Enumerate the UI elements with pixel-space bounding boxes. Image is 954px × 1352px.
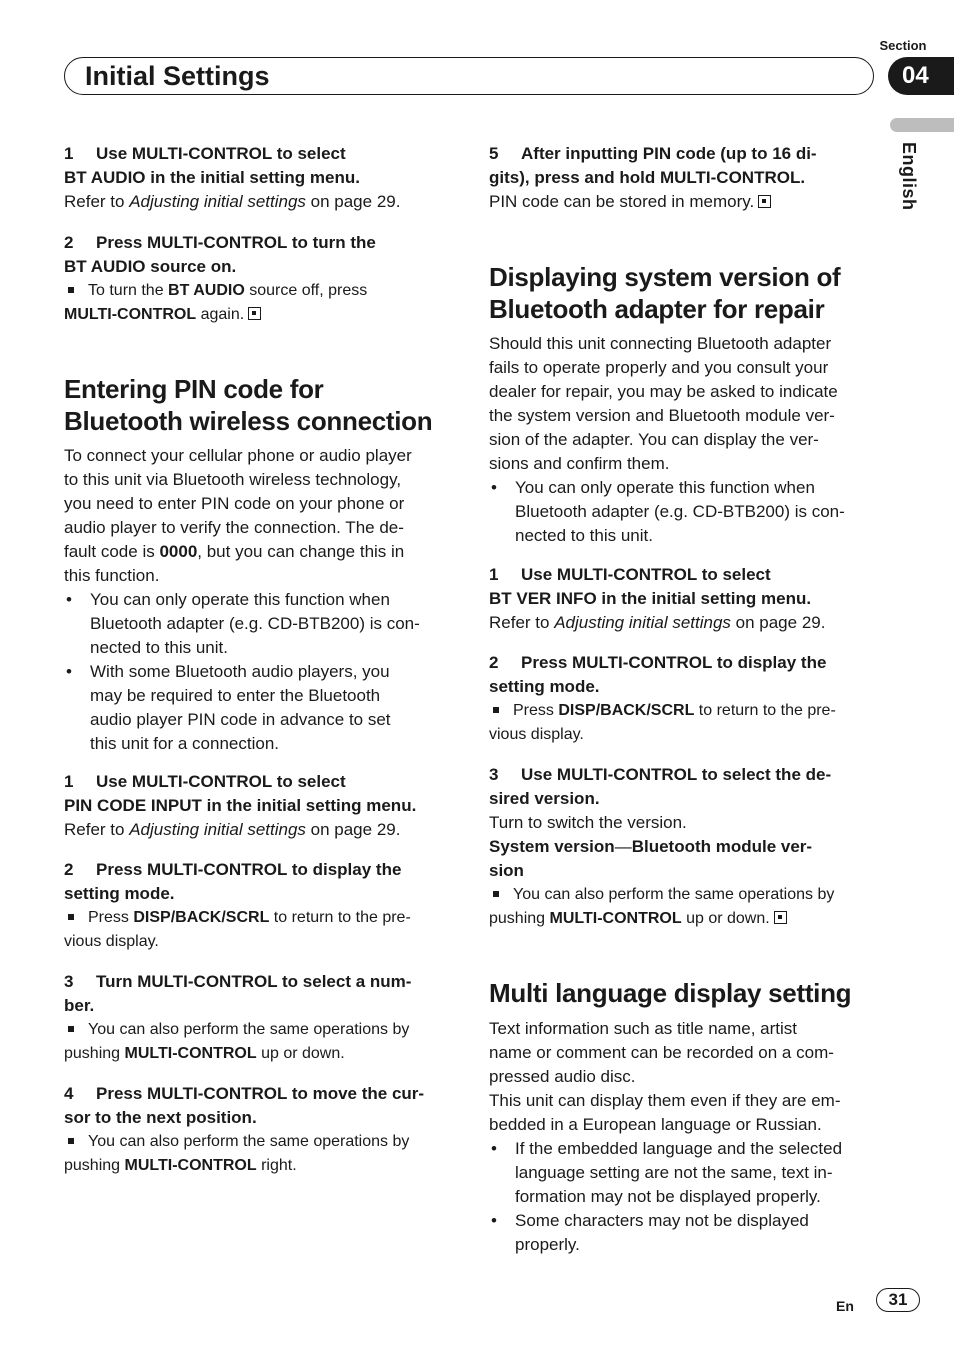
version-step-3: 3 Use MULTI-CONTROL to select the de- sired version. Turn to switch the version. System version—Bluetooth module ver- sion You can also perform the same operations by pushing MULTI-CONTROL up or down. (489, 763, 879, 931)
pin-step-2: 2 Press MULTI-CONTROL to display the setting mode. Press DISP/BACK/SCRL to return to the pre- vious display. (64, 858, 454, 954)
step-number: 2 (64, 233, 74, 252)
step-note: Press DISP/BACK/SCRL to return to the pre- (489, 699, 879, 723)
step-title: Press MULTI-CONTROL to display the (521, 653, 827, 672)
step-number: 5 (489, 144, 499, 163)
step-reference: Refer to Adjusting initial settings on page 29. (64, 192, 401, 211)
step-number: 2 (64, 860, 74, 879)
end-mark-icon (758, 195, 771, 208)
step-reference: Refer to Adjusting initial settings on page 29. (64, 820, 401, 839)
header-bar (64, 57, 874, 95)
language-tab (890, 118, 954, 132)
step-title: Press MULTI-CONTROL to display the (96, 860, 402, 879)
reference-link: Adjusting initial settings (129, 192, 306, 211)
step-title: Use MULTI-CONTROL to select (96, 772, 346, 791)
page-title: Initial Settings (85, 61, 270, 91)
multi-language-heading: Multi language display setting (489, 978, 852, 1008)
note-square-icon (68, 287, 74, 293)
section-number: 04 (888, 57, 954, 95)
language-label: English (899, 142, 919, 211)
pin-heading: Entering PIN code for Bluetooth wireless connection (64, 374, 433, 436)
step-number: 3 (489, 765, 499, 784)
step-note: You can also perform the same operations by (64, 1130, 454, 1154)
step-title-cont: sired version. (489, 789, 600, 808)
reference-link: Adjusting initial settings (554, 613, 731, 632)
step-title: Use MULTI-CONTROL to select (521, 565, 771, 584)
version-options: System version—Bluetooth module ver- (489, 837, 813, 856)
note-square-icon (68, 914, 74, 920)
pin-step-5: 5 After inputting PIN code (up to 16 di- gits), press and hold MULTI-CONTROL. PIN code can be stored in memory. (489, 142, 879, 214)
version-bullets (489, 476, 879, 548)
step-note: Press DISP/BACK/SCRL to return to the pre- (64, 906, 454, 930)
step-title-cont: BT VER INFO in the initial setting menu. (489, 589, 812, 608)
list-item: • If the embedded language and the selected language setting are not the same, text in- formation may not be displayed properly. (489, 1137, 879, 1209)
version-intro: Should this unit connecting Bluetooth adapter fails to operate properly and you consult your dealer for repair, you may be asked to indicate the system version and Bluetooth module ver- sion of the adapter. You can display the ver- sions and confirm them. • You can only operate this function when Bluetooth adapter (e.g. CD-BTB200) is con- nected to this unit. (489, 332, 879, 548)
note-square-icon (493, 891, 499, 897)
step-title-cont: gits), press and hold MULTI-CONTROL. (489, 168, 806, 187)
step-number: 2 (489, 653, 499, 672)
pin-step-4: 4 Press MULTI-CONTROL to move the cur- sor to the next position. You can also perform the same operations by pushing MULTI-CONTROL right. (64, 1082, 454, 1178)
step-title: Press MULTI-CONTROL to turn the (96, 233, 376, 252)
step-note: You can also perform the same operations by (489, 883, 879, 907)
version-heading: Displaying system version of Bluetooth adapter for repair (489, 262, 841, 324)
pin-intro: To connect your cellular phone or audio player to this unit via Bluetooth wireless technology, you need to enter PIN code on your phone or audio player to verify the connection. The de- fault code is 0000, but you can change this in this function. • You can only operate this function when Bluetooth adapter (e.g. CD-BTB200) is con- nected to this unit. • With some Bluetooth audio players, you may be required to enter the Bluetooth audio player PIN code in advance to set this unit for a connection. (64, 444, 454, 756)
bt-audio-step-1 (64, 142, 454, 214)
step-title: After inputting PIN code (up to 16 di- (521, 144, 817, 163)
footer-language: En (836, 1298, 854, 1314)
pin-step-1 (64, 770, 454, 842)
end-mark-icon (248, 307, 261, 320)
step-title: Use MULTI-CONTROL to select (96, 144, 346, 163)
page-number: 31 (876, 1288, 920, 1312)
reference-link: Adjusting initial settings (129, 820, 306, 839)
pin-bullets (64, 588, 454, 756)
note-square-icon (493, 707, 499, 713)
multi-language-intro: Text information such as title name, artist name or comment can be recorded on a com- pressed audio disc. This unit can display them even if they are em- bedded in a European language or Russian. • If the embedded language and the selected language setting are not the same, text in- formation may not be displayed properly. • Some characters may not be displayed properly. (489, 1017, 879, 1257)
step-number: 1 (489, 565, 499, 584)
step-number: 1 (64, 144, 74, 163)
version-step-1 (489, 563, 879, 635)
step-title-cont: setting mode. (64, 884, 175, 903)
step-reference: Refer to Adjusting initial settings on page 29. (489, 613, 826, 632)
step-note: To turn the BT AUDIO source off, press (64, 279, 454, 303)
list-item: • You can only operate this function when Bluetooth adapter (e.g. CD-BTB200) is con- nected to this unit. (489, 476, 879, 548)
note-square-icon (68, 1138, 74, 1144)
step-title-cont: sor to the next position. (64, 1108, 257, 1127)
pin-step-3: 3 Turn MULTI-CONTROL to select a num- ber. You can also perform the same operations by pushing MULTI-CONTROL up or down. (64, 970, 454, 1066)
step-title-cont: BT AUDIO in the initial setting menu. (64, 168, 360, 187)
section-label: Section (879, 38, 927, 53)
end-mark-icon (774, 911, 787, 924)
step-title: Use MULTI-CONTROL to select the de- (521, 765, 832, 784)
step-title-cont: BT AUDIO source on. (64, 257, 237, 276)
note-square-icon (68, 1026, 74, 1032)
version-step-2: 2 Press MULTI-CONTROL to display the setting mode. Press DISP/BACK/SCRL to return to the pre- vious display. (489, 651, 879, 747)
step-title: Press MULTI-CONTROL to move the cur- (96, 1084, 425, 1103)
list-item: • You can only operate this function when Bluetooth adapter (e.g. CD-BTB200) is con- nected to this unit. (64, 588, 454, 660)
step-title-cont: setting mode. (489, 677, 600, 696)
step-number: 4 (64, 1084, 74, 1103)
list-item: • With some Bluetooth audio players, you may be required to enter the Bluetooth audio player PIN code in advance to set this unit for a connection. (64, 660, 454, 756)
list-item: • Some characters may not be displayed properly. (489, 1209, 879, 1257)
multi-language-bullets (489, 1137, 879, 1257)
bt-audio-step-2: 2 Press MULTI-CONTROL to turn the BT AUDIO source on. To turn the BT AUDIO source off, press MULTI-CONTROL again. (64, 231, 454, 327)
step-title: Turn MULTI-CONTROL to select a num- (96, 972, 412, 991)
step-number: 1 (64, 772, 74, 791)
step-note: You can also perform the same operations by (64, 1018, 454, 1042)
step-title-cont: ber. (64, 996, 95, 1015)
step-number: 3 (64, 972, 74, 991)
step-title-cont: PIN CODE INPUT in the initial setting menu. (64, 796, 417, 815)
